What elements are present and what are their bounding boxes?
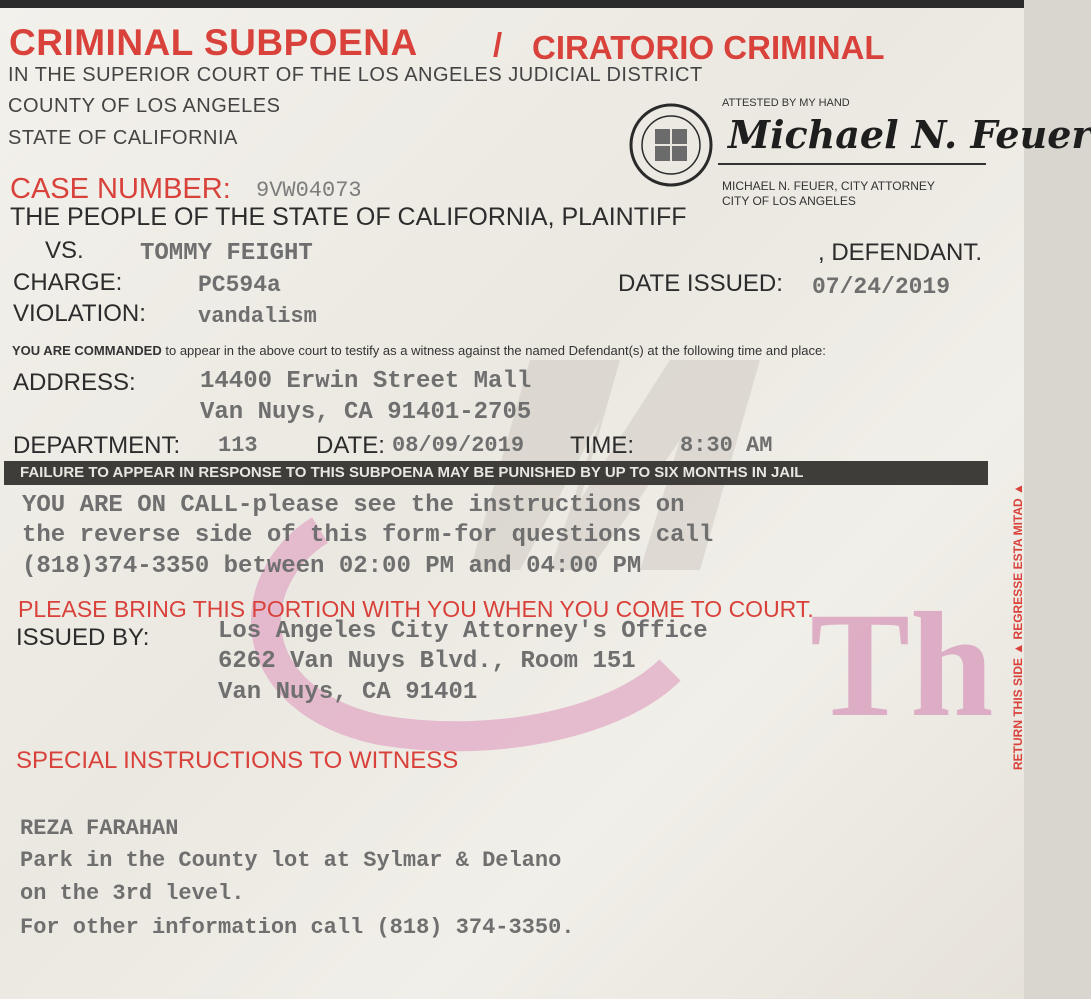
title-separator: / bbox=[493, 26, 503, 63]
signature-line bbox=[718, 163, 986, 165]
issued-by-label: ISSUED BY: bbox=[16, 624, 150, 651]
warning-banner: FAILURE TO APPEAR IN RESPONSE TO THIS SUBPOENA MAY BE PUNISHED BY UP TO SIX MONTHS IN JAIL bbox=[4, 461, 988, 485]
address-line-1: 14400 Erwin Street Mall bbox=[200, 368, 532, 395]
top-edge bbox=[0, 0, 1024, 8]
date-issued-value: 07/24/2019 bbox=[812, 274, 951, 300]
command-text bbox=[12, 343, 826, 358]
special-line-1: REZA FARAHAN bbox=[20, 816, 179, 841]
return-side-text: RETURN THIS SIDE ▲ REGRESSE ESTA MITAD ▲ bbox=[1011, 483, 1025, 770]
violation-label: VIOLATION: bbox=[13, 300, 146, 327]
oncall-line-2: the reverse side of this form-for questions call bbox=[22, 522, 714, 549]
violation-value: vandalism bbox=[198, 304, 317, 329]
command-rest: to appear in the above court to testify as a witness against the named Defendant(s) at the following time and place: bbox=[165, 343, 826, 358]
issued-by-line-2: 6262 Van Nuys Blvd., Room 151 bbox=[218, 648, 636, 675]
appear-date-value: 08/09/2019 bbox=[392, 433, 525, 458]
plaintiff-line: THE PEOPLE OF THE STATE OF CALIFORNIA, PLAINTIFF bbox=[10, 203, 687, 231]
title-english: CRIMINAL SUBPOENA bbox=[9, 22, 418, 63]
attest-city: CITY OF LOS ANGELES bbox=[722, 194, 856, 208]
attest-signature: Michael N. Feuer bbox=[728, 112, 1091, 157]
department-value: 113 bbox=[218, 433, 258, 458]
special-line-4: For other information call (818) 374-3350. bbox=[20, 915, 575, 940]
vs-label: VS. bbox=[45, 237, 84, 264]
oncall-line-1: YOU ARE ON CALL-please see the instructions on bbox=[22, 492, 685, 519]
special-line-3: on the 3rd level. bbox=[20, 881, 245, 906]
case-number-label: CASE NUMBER: bbox=[10, 173, 231, 205]
county-name: COUNTY OF LOS ANGELES bbox=[8, 95, 281, 117]
defendant-name: TOMMY FEIGHT bbox=[140, 240, 313, 267]
issued-by-line-1: Los Angeles City Attorney's Office bbox=[218, 618, 708, 645]
issued-by-line-3: Van Nuys, CA 91401 bbox=[218, 679, 478, 706]
oncall-line-3: (818)374-3350 between 02:00 PM and 04:00 PM bbox=[22, 553, 642, 580]
command-bold: YOU ARE COMMANDED bbox=[12, 343, 162, 358]
appear-time-value: 8:30 AM bbox=[680, 433, 773, 458]
defendant-suffix: , DEFENDANT. bbox=[818, 239, 983, 266]
appear-date-label: DATE: bbox=[316, 432, 385, 459]
special-line-2: Park in the County lot at Sylmar & Delano bbox=[20, 848, 562, 873]
title-spanish: CIRATORIO CRIMINAL bbox=[532, 29, 885, 66]
svg-text:Th: Th bbox=[810, 582, 994, 748]
court-name: IN THE SUPERIOR COURT OF THE LOS ANGELES JUDICIAL DISTRICT bbox=[8, 64, 703, 86]
case-number-value: 9VW04073 bbox=[256, 178, 362, 203]
date-issued-label: DATE ISSUED: bbox=[618, 270, 783, 297]
appear-time-label: TIME: bbox=[570, 432, 634, 459]
address-label: ADDRESS: bbox=[13, 369, 136, 396]
address-line-2: Van Nuys, CA 91401-2705 bbox=[200, 399, 532, 426]
charge-value: PC594a bbox=[198, 272, 281, 298]
special-instructions-label: SPECIAL INSTRUCTIONS TO WITNESS bbox=[16, 747, 459, 774]
attest-name: MICHAEL N. FEUER, CITY ATTORNEY bbox=[722, 179, 935, 193]
department-label: DEPARTMENT: bbox=[13, 432, 181, 459]
charge-label: CHARGE: bbox=[13, 269, 123, 296]
state-name: STATE OF CALIFORNIA bbox=[8, 127, 238, 149]
bring-notice: PLEASE BRING THIS PORTION WITH YOU WHEN YOU COME TO COURT. bbox=[18, 596, 814, 622]
attest-label: ATTESTED BY MY HAND bbox=[722, 97, 850, 109]
city-seal bbox=[628, 102, 714, 188]
